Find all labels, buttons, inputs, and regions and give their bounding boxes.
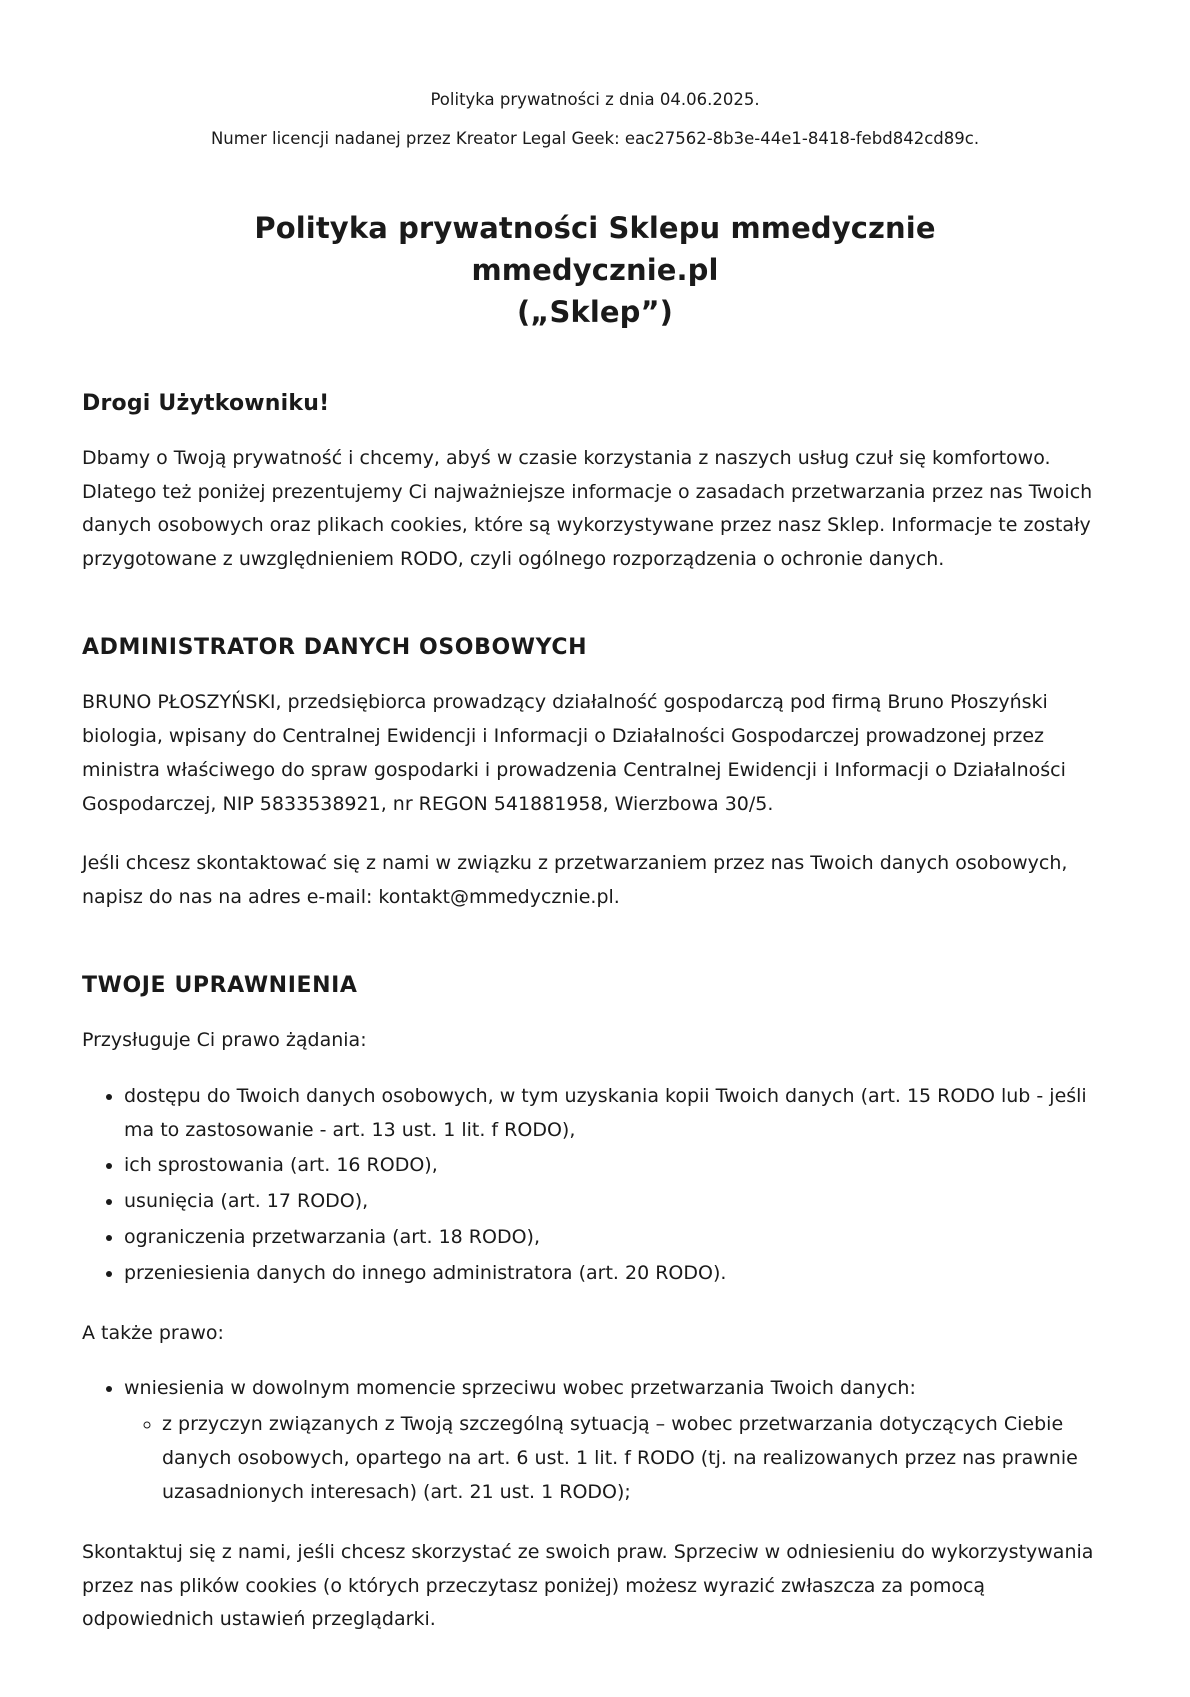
page-title-line-1: Polityka prywatności Sklepu mmedycznie [254, 210, 936, 245]
page-title-line-2: mmedycznie.pl [471, 252, 719, 287]
list-item: ◦ z przyczyn związanych z Twoją szczególną sytuacją – wobec przetwarzania dotyczących Ciebie danych osobowych, opartego na art. 6 ust. 1 lit. f RODO (tj. na realizowanych przez nas prawnie uzasadnionych interesach) (art. 21 ust. 1 RODO); [162, 1408, 1108, 1509]
document-meta [82, 84, 1108, 155]
objection-list [82, 1372, 1108, 1509]
objection-sub-list [124, 1408, 1108, 1509]
administrator-paragraph-1: BRUNO PŁOSZYŃSKI, przedsiębiorca prowadzący działalność gospodarczą pod firmą Bruno Płoszyński biologia, wpisany do Centralnej Ewidencji i Informacji o Działalności Gospodarczej prowadzonej przez ministra właściwego do spraw gospodarki i prowadzenia Centralnej Ewidencji i Informacji o Działalności Gospodarczej, NIP 5833538921, nr REGON 541881958, Wierzbowa 30/5. [82, 691, 1066, 815]
list-item: • ograniczenia przetwarzania (art. 18 RODO), [124, 1221, 1108, 1255]
administrator-heading: ADMINISTRATOR DANYCH OSOBOWYCH [82, 635, 588, 661]
objection-item-label: wniesienia w dowolnym momencie sprzeciwu wobec przetwarzania Twoich danych: [124, 1377, 916, 1400]
list-item: • dostępu do Twoich danych osobowych, w tym uzyskania kopii Twoich danych (art. 15 RODO lub - jeśli ma to zastosowanie - art. 13 ust. 1 lit. f RODO), [124, 1080, 1108, 1148]
rights-heading: TWOJE UPRAWNIENIA [82, 972, 358, 998]
list-item: • przeniesienia danych do innego administratora (art. 20 RODO). [124, 1257, 1108, 1291]
page-title-line-3: („Sklep”) [516, 294, 674, 329]
list-item: • ich sprostowania (art. 16 RODO), [124, 1149, 1108, 1183]
list-item [124, 1372, 1108, 1509]
rights-closing-paragraph: Skontaktuj się z nami, jeśli chcesz skorzystać ze swoich praw. Sprzeciw w odniesieniu do wykorzystywania przez nas plików cookies (o których przeczytasz poniżej) możesz wyrazić zwłaszcza za pomocą odpowiednich ustawień przeglądarki. [82, 1540, 1094, 1631]
list-item: • usunięcia (art. 17 RODO), [124, 1185, 1108, 1219]
greeting-heading: Drogi Użytkowniku! [82, 390, 330, 416]
policy-date: Polityka prywatności z dnia 04.06.2025. [430, 90, 760, 109]
administrator-paragraph-2: Jeśli chcesz skontaktować się z nami w związku z przetwarzaniem przez nas Twoich danych osobowych, napisz do nas na adres e-mail: kontakt@mmedycznie.pl. [82, 852, 1068, 909]
license-number: Numer licencji nadanej przez Kreator Legal Geek: eac27562-8b3e-44e1-8418-febd842cd89c. [210, 129, 980, 149]
greeting-paragraph: Dbamy o Twoją prywatność i chcemy, abyś w czasie korzystania z naszych usług czuł się komfortowo. Dlatego też poniżej prezentujemy Ci najważniejsze informacje o zasadach przetwarzania przez nas Twoich danych osobowych oraz plikach cookies, które są wykorzystywane przez nasz Sklep. Informacje te zostały przygotowane z uwzględnieniem RODO, czyli ogólnego rozporządzenia o ochronie danych. [82, 446, 1093, 571]
page-title [82, 207, 1108, 333]
rights-intro: Przysługuje Ci prawo żądania: [82, 1028, 367, 1051]
rights-list [82, 1080, 1108, 1291]
rights-also-intro: A także prawo: [82, 1321, 224, 1344]
